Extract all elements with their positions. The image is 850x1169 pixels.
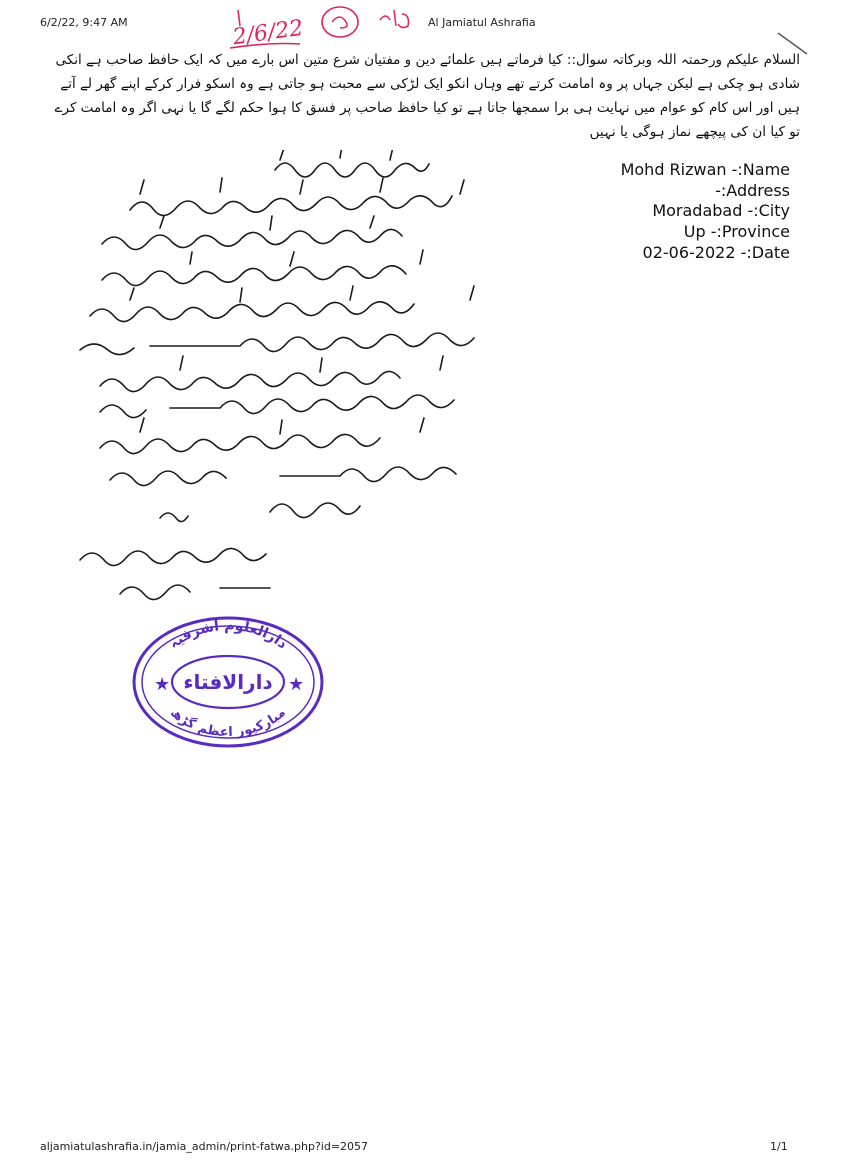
stamp-star-icon: ★ [288,674,305,695]
footer-url: aljamiatulashrafia.in/jamia_admin/print-fatwa.php?id=2057 [40,1140,369,1153]
stamp-top-text: دارالعلوم اشرفیہ [165,617,291,653]
question-text: السلام علیکم ورحمتہ اللہ وبرکاتہ سوال:: کیا فرماتے ہیں علمائے دین و مفتیان شرع متین اس بارے میں کہ ایک حافظ صاحب ہے انکی شادی ہو چکی ہے لیکن جہاں پر وہ امامت کرتے تھے وہاں انکو ایک لڑکی سے محبت ہو جاتی ہے وہ اسکو فرار کرکے اپنے گھر لے آتے ہیں اور اس کام کو عوام میں نہایت ہی برا سمجھا جاتا ہے تو کیا حافظ صاحب پر فسق کا ہوا حکم لگے گا یا نہی اگر وہ امامت کرے تو کیا ان کی پیچھے نماز ہوگی یا نہیں [54,52,800,140]
annotation-date: 2/6/22 [231,15,305,51]
svg-text:دارالعلوم اشرفیہ [166,618,290,652]
stamp-star-icon: ★ [154,674,171,695]
site-title: Al Jamiatul Ashrafia [428,16,536,29]
handwritten-answer [40,150,600,610]
stamp-bottom-text: مبارکپور اعظم گڑھ [167,705,289,741]
asker-date: 02-06-2022 -:Date [642,242,790,262]
svg-text:مبارکپور اعظم گڑھ [167,705,288,740]
stamp-center-text: دارالافتاء [183,670,273,694]
asker-info [621,160,790,264]
page-number: 1/1 [770,1140,788,1153]
asker-name: Mohd Rizwan -:Name [620,160,790,179]
asker-province: Up -:Province [683,222,790,242]
print-timestamp: 6/2/22, 9:47 AM [40,16,128,29]
official-stamp [128,612,328,752]
bismillah-scribble [275,150,429,177]
asker-address: -:Address [715,180,790,200]
asker-city: Moradabad -:City [652,201,790,221]
